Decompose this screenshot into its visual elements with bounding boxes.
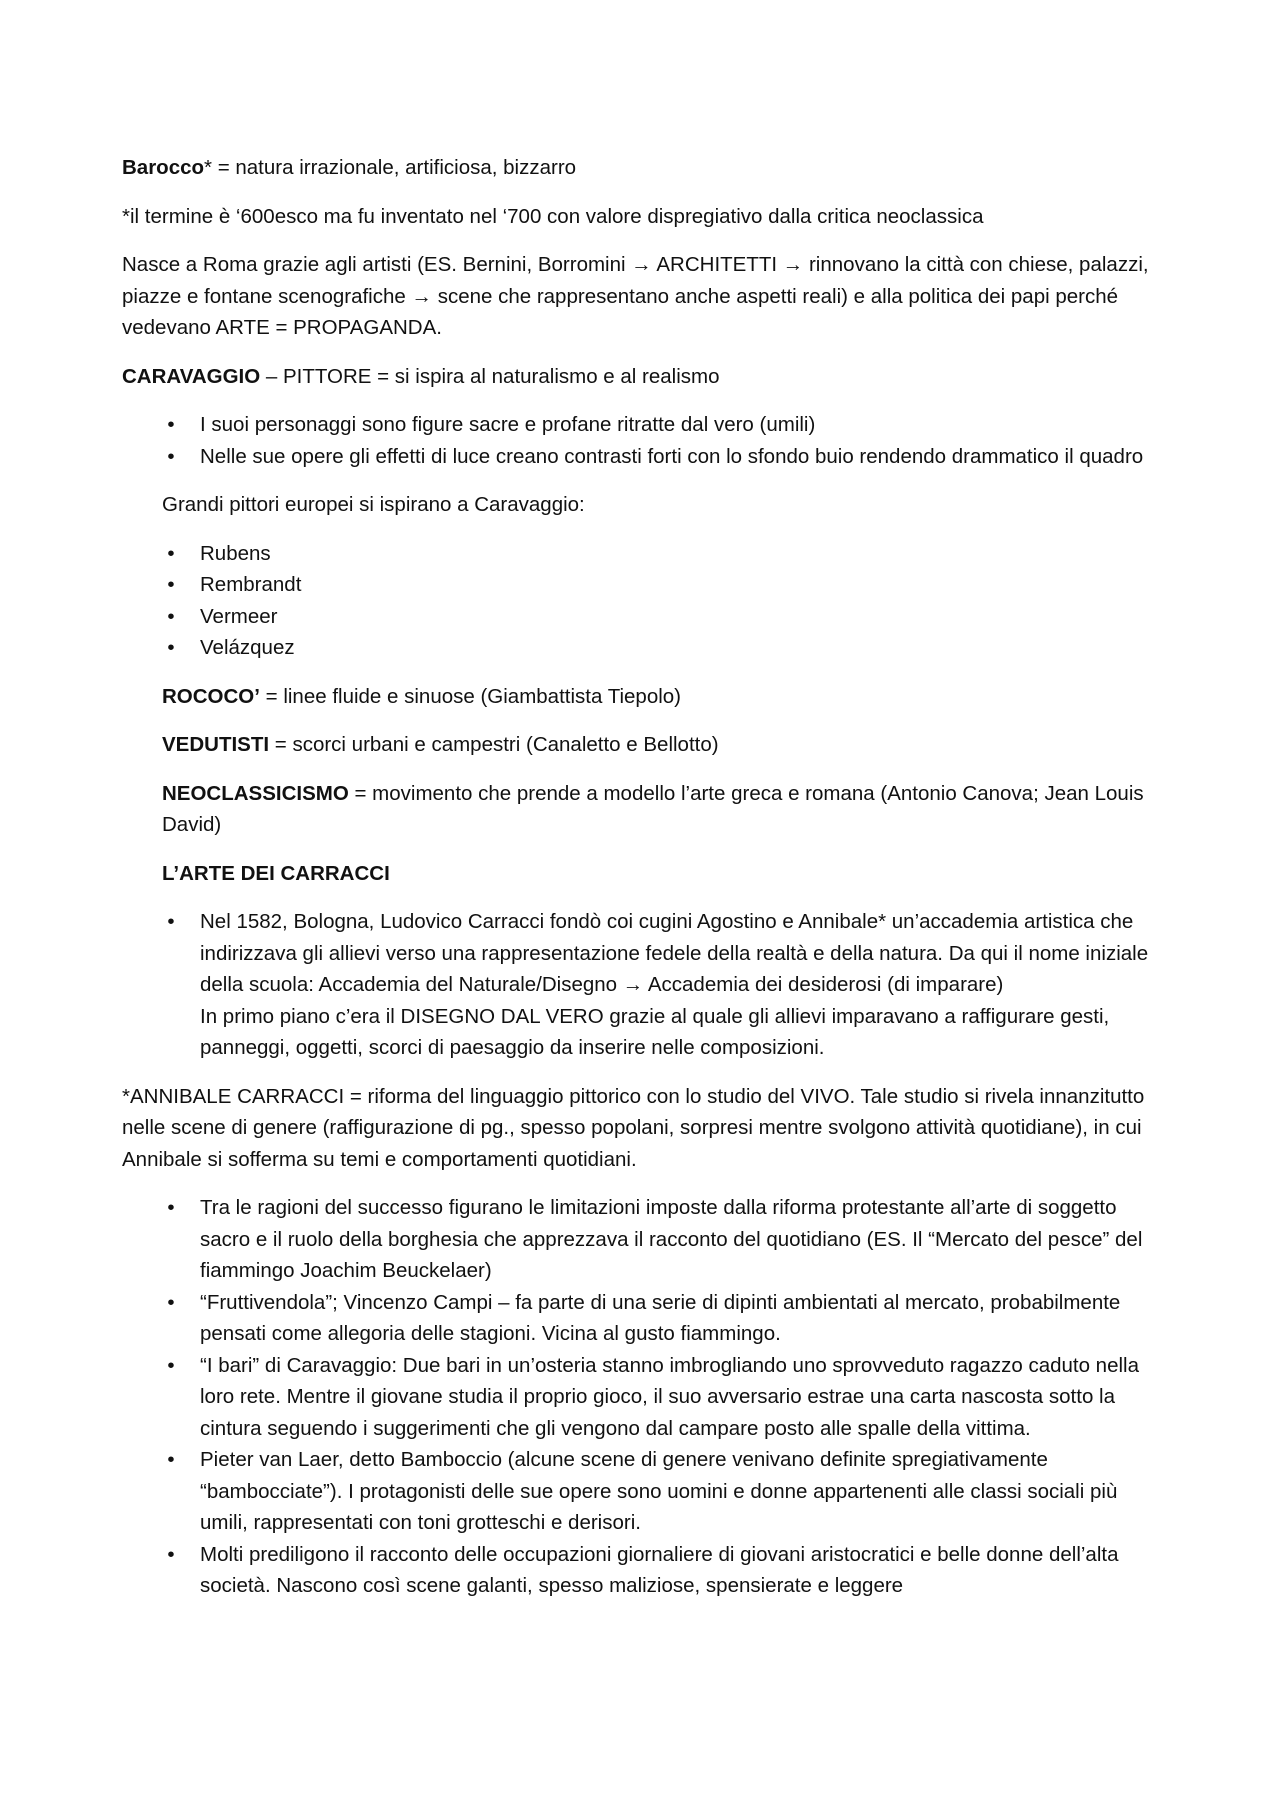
arrow-icon: → <box>782 253 804 276</box>
bullet-icon: • <box>167 1290 175 1314</box>
painters-list <box>122 538 1162 664</box>
bullet-icon: • <box>167 604 175 628</box>
list-item: • Velázquez <box>200 632 1162 664</box>
barocco-definition: Barocco* = natura irrazionale, artificiosa, bizzarro <box>122 156 577 179</box>
bullet-icon: • <box>167 413 175 436</box>
vedutisti-definition: VEDUTISTI = scorci urbani e campestri (Canaletto e Bellotto) <box>162 733 719 756</box>
bullet-icon: • <box>167 541 175 565</box>
bullet-icon: • <box>167 1353 175 1377</box>
list-item: • Rembrandt <box>200 569 1162 601</box>
list-item: • “Fruttivendola”; Vincenzo Campi – fa parte di una serie di dipinti ambientati al mercato, probabilmente pensati come allegoria delle stagioni. Vicina al gusto fiammingo. <box>200 1287 1162 1350</box>
list-item: • “I bari” di Caravaggio: Due bari in un’osteria stanno imbrogliando uno sprovveduto ragazzo caduto nella loro rete. Mentre il giovane studia il proprio gioco, il suo avversario estrae una carta nascosta sotto la cintura seguendo i suggerimenti che gli vengono dal campare posto alle spalle della vittima. <box>200 1350 1162 1445</box>
term-vedutisti: VEDUTISTI <box>162 733 270 756</box>
arrow-icon: → <box>622 973 644 996</box>
list-item: • Nelle sue opere gli effetti di luce creano contrasti forti con lo sfondo buio rendendo drammatico il quadro <box>200 441 1162 473</box>
caravaggio-heading: CARAVAGGIO – PITTORE = si ispira al naturalismo e al realismo <box>122 364 720 388</box>
bullet-icon: • <box>167 1196 175 1219</box>
document-body <box>122 152 1162 1619</box>
barocco-footnote: *il termine è ‘600esco ma fu inventato nel ‘700 con valore dispregiativo dalla critica neoclassica <box>122 204 984 228</box>
term-caravaggio: CARAVAGGIO <box>122 364 261 388</box>
carracci-list <box>122 906 1162 1064</box>
bullet-icon: • <box>167 1448 175 1471</box>
genre-scenes-list <box>122 1192 1162 1602</box>
bullet-icon: • <box>167 1542 175 1566</box>
list-item: • I suoi personaggi sono figure sacre e profane ritratte dal vero (umili) <box>200 409 1162 441</box>
arrow-icon: → <box>411 284 432 308</box>
rome-paragraph: Nasce a Roma grazie agli artisti (ES. Bernini, Borromini → ARCHITETTI → rinnovano la città con chiese, palazzi, piazze e fontane scenografiche → scene che rappresentano anche aspetti reali) e alla politica dei papi perché vedevano ARTE = PROPAGANDA. <box>122 253 1149 339</box>
arrow-icon: → <box>631 253 652 276</box>
bullet-icon: • <box>167 444 175 468</box>
annibale-paragraph: *ANNIBALE CARRACCI = riforma del linguaggio pittorico con lo studio del VIVO. Tale studio si rivela innanzitutto nelle scene di genere (raffigurazione di pg., spesso popolani, sorpresi mentre svolgono attività quotidiane), in cui Annibale si sofferma su temi e comportamenti quotidiani. <box>122 1084 1145 1171</box>
carracci-heading: L’ARTE DEI CARRACCI <box>162 861 390 885</box>
term-rococo: ROCOCO’ <box>162 684 260 708</box>
european-painters-intro: Grandi pittori europei si ispirano a Caravaggio: <box>162 493 585 516</box>
term-neoclassicismo: NEOCLASSICISMO <box>162 781 349 805</box>
caravaggio-list <box>122 409 1162 472</box>
bullet-icon: • <box>167 573 175 596</box>
bullet-icon: • <box>167 636 175 659</box>
neoclassicismo-definition: NEOCLASSICISMO = movimento che prende a modello l’arte greca e romana (Antonio Canova; Jean Louis David) <box>162 781 1144 836</box>
list-item: • Tra le ragioni del successo figurano le limitazioni imposte dalla riforma protestante all’arte di soggetto sacro e il ruolo della borghesia che apprezzava il racconto del quotidiano (ES. Il “Mercato del pesce” del fiammingo Joachim Beuckelaer) <box>200 1192 1162 1287</box>
list-item: • Pieter van Laer, detto Bamboccio (alcune scene di genere venivano definite spregiativamente “bambocciate”). I protagonisti delle sue opere sono uomini e donne appartenenti alle classi sociali più umili, rappresentati con toni grotteschi e derisori. <box>200 1444 1162 1539</box>
list-item: • Molti prediligono il racconto delle occupazioni giornaliere di giovani aristocratici e belle donne dell’alta società. Nascono così scene galanti, spesso maliziose, spensierate e leggere <box>200 1539 1162 1602</box>
list-item: • Nel 1582, Bologna, Ludovico Carracci fondò coi cugini Agostino e Annibale* un’accademia artistica che indirizzava gli allievi verso una rappresentazione fedele della realtà e della natura. Da qui il nome iniziale della scuola: Accademia del Naturale/Disegno → Accademia dei desiderosi (di imparare) In primo piano c’era il DISEGNO DAL VERO grazie al quale gli allievi imparavano a raffigurare gesti, panneggi, oggetti, scorci di paesaggio da inserire nelle composizioni. <box>200 906 1162 1064</box>
bullet-icon: • <box>167 910 175 933</box>
term-barocco: Barocco <box>122 156 205 179</box>
list-item: • Rubens <box>200 538 1162 570</box>
list-item: • Vermeer <box>200 601 1162 633</box>
rococo-definition: ROCOCO’ = linee fluide e sinuose (Giambattista Tiepolo) <box>162 684 682 708</box>
